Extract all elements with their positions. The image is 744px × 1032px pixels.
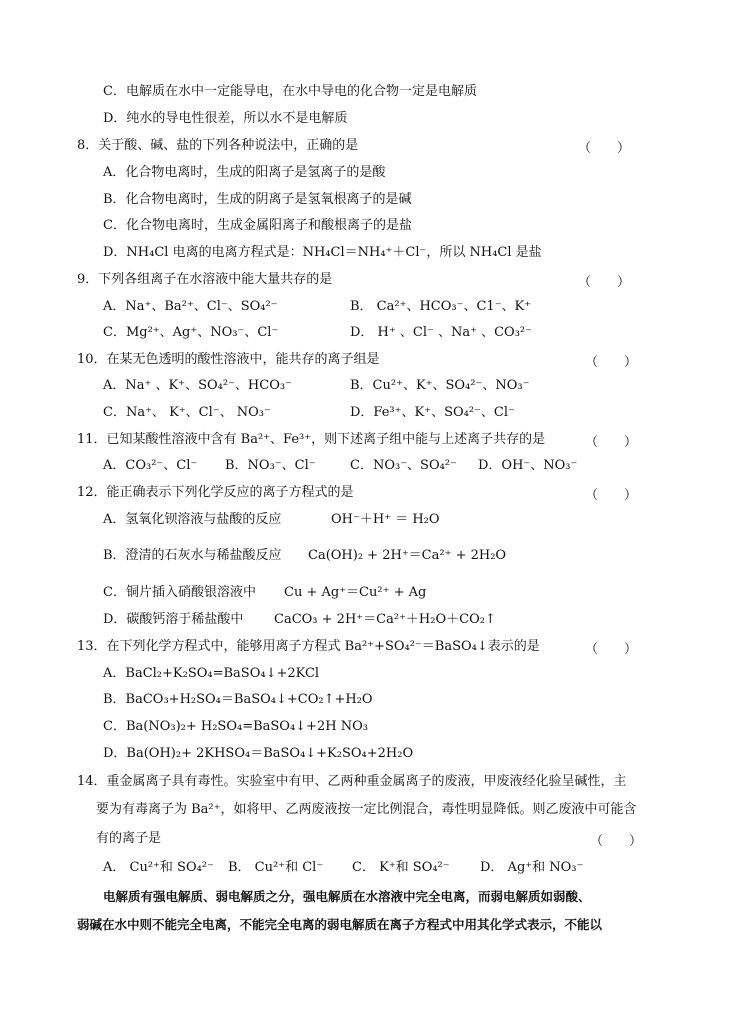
q12-option-a-equation: OH⁻＋H⁺ ＝ H₂O (331, 512, 440, 527)
q8-option-a: A．化合物电离时，生成的阳离子是氢离子的是酸 (103, 165, 386, 180)
q12-option-b-equation: Ca(OH)₂ + 2H⁺＝Ca²⁺ + 2H₂O (308, 548, 507, 563)
q13-stem: 13．在下列化学方程式中，能够用离子方程式 Ba²⁺+SO₄²⁻＝BaSO₄↓表示的是 (77, 639, 540, 654)
q9-option-b: B． Ca²⁺、HCO₃⁻、C1⁻、K⁺ (350, 299, 532, 314)
q10-option-d: D．Fe³⁺、K⁺、SO₄²⁻、Cl⁻ (350, 405, 515, 420)
q7-option-c: C．电解质在水中一定能导电，在水中导电的化合物一定是电解质 (103, 84, 477, 99)
q13-option-c: C．Ba(NO₃)₂+ H₂SO₄=BaSO₄↓+2H NO₃ (103, 719, 368, 734)
q8-answer-paren: （ ） (578, 141, 631, 156)
q14-stem-line3: 有的离子是 (96, 831, 162, 846)
q9-option-d: D． H⁺ 、Cl⁻ 、Na⁺ 、CO₃²⁻ (350, 325, 532, 340)
q8-option-d: D．NH₄Cl 电离的电离方程式是：NH₄Cl＝NH₄⁺＋Cl⁻，所以 NH₄Cl 是盐 (103, 245, 542, 260)
q11-option-a: A．CO₃²⁻、Cl⁻ (103, 458, 198, 473)
q14-option-b: B． Cu²⁺和 Cl⁻ (228, 860, 324, 875)
q8-stem: 8．关于酸、碱、盐的下列各种说法中，正确的是 (77, 138, 359, 153)
q11-option-b: B．NO₃⁻、Cl⁻ (225, 458, 316, 473)
q12-option-d-text: D．碳酸钙溶于稀盐酸中 (103, 612, 244, 627)
q12-answer-paren: （ ） (585, 488, 638, 503)
q8-option-c: C．化合物电离时，生成金属阳离子和酸根离子的是盐 (103, 218, 412, 233)
q12-option-b-text: B．澄清的石灰水与稀盐酸反应 (103, 548, 282, 563)
q13-answer-paren: （ ） (585, 642, 638, 657)
q14-option-c: C． K⁺和 SO₄²⁻ (352, 860, 450, 875)
q14-answer-paren: （ ） (590, 834, 643, 849)
q9-option-c: C．Mg²⁺、Ag⁺、NO₃⁻、Cl⁻ (103, 325, 279, 340)
q12-option-a-text: A．氢氧化钡溶液与盐酸的反应 (103, 512, 282, 527)
q10-option-b: B．Cu²⁺、K⁺、SO₄²⁻、NO₃⁻ (350, 378, 530, 393)
q10-option-c: C．Na⁺、 K⁺、Cl⁻、 NO₃⁻ (103, 405, 271, 420)
q9-stem: 9．下列各组离子在水溶液中能大量共存的是 (77, 272, 333, 287)
q11-option-c: C．NO₃⁻、SO₄²⁻ (350, 458, 457, 473)
q13-option-d: D．Ba(OH)₂+ 2KHSO₄＝BaSO₄↓+K₂SO₄+2H₂O (103, 746, 414, 761)
q11-option-d: D．OH⁻、NO₃⁻ (478, 458, 578, 473)
q10-stem: 10．在某无色透明的酸性溶液中，能共存的离子组是 (77, 352, 380, 367)
q14-stem-line2: 要为有毒离子为 Ba²⁺，如将甲、乙两废液按一定比例混合，毒性明显降低。则乙废液中可能含 (96, 802, 637, 817)
q7-option-d: D．纯水的导电性很差，所以水不是电解质 (103, 111, 348, 126)
q8-option-b: B．化合物电离时，生成的阴离子是氢氧根离子的是碱 (103, 192, 412, 207)
passage-line1: 电解质有强电解质、弱电解质之分，强电解质在水溶液中完全电离，而弱电解质如弱酸、 (103, 889, 591, 904)
q14-option-d: D． Ag⁺和 NO₃⁻ (480, 860, 584, 875)
q11-answer-paren: （ ） (585, 435, 638, 450)
q10-option-a: A．Na⁺ 、K⁺、SO₄²⁻、HCO₃⁻ (103, 378, 292, 393)
q12-stem: 12．能正确表示下列化学反应的离子方程式的是 (77, 485, 354, 500)
q12-option-c-equation: Cu + Ag⁺＝Cu²⁺ + Ag (284, 585, 427, 600)
q13-option-b: B．BaCO₃+H₂SO₄＝BaSO₄↓+CO₂↑+H₂O (103, 692, 373, 707)
q13-option-a: A．BaCl₂+K₂SO₄=BaSO₄↓+2KCl (103, 666, 320, 681)
q14-stem-line1: 14．重金属离子具有毒性。实验室中有甲、乙两种重金属离子的废液，甲废液经化验呈碱性，主 (77, 774, 627, 789)
q9-answer-paren: （ ） (578, 275, 631, 290)
q9-option-a: A．Na⁺、Ba²⁺、Cl⁻、SO₄²⁻ (103, 299, 278, 314)
q12-option-d-equation: CaCO₃ + 2H⁺＝Ca²⁺＋H₂O＋CO₂↑ (274, 612, 496, 627)
q11-stem: 11．已知某酸性溶液中含有 Ba²⁺、Fe³⁺，则下述离子组中能与上述离子共存的是 (77, 432, 546, 447)
q14-option-a: A． Cu²⁺和 SO₄²⁻ (103, 860, 214, 875)
q10-answer-paren: （ ） (585, 355, 638, 370)
passage-line2: 弱碱在水中则不能完全电离，不能完全电离的弱电解质在离子方程式中用其化学式表示，不能以 (77, 917, 603, 932)
q12-option-c-text: C．铜片插入硝酸银溶液中 (103, 585, 256, 600)
